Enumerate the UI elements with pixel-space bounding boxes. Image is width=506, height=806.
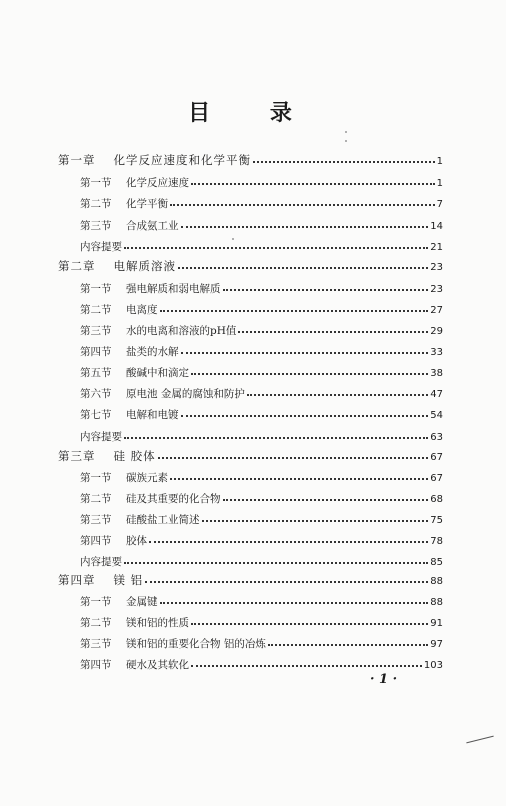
toc-entry-label	[80, 657, 189, 672]
toc-entry-text: 电离度	[126, 304, 158, 316]
toc-entry-number: 第六节	[80, 388, 112, 400]
toc-entry-label	[80, 218, 179, 233]
toc-page-number: 91	[430, 618, 443, 629]
toc-entry-number: 第四节	[80, 346, 112, 358]
toc-page-number: 78	[430, 536, 443, 547]
scan-speck	[345, 140, 347, 142]
leader-dots	[124, 550, 428, 564]
toc-entry-label	[80, 554, 122, 569]
toc-entry-label	[80, 470, 168, 485]
toc-entry-text: 镁 铝	[113, 573, 144, 587]
toc-entry-text: 化学反应速度	[126, 177, 189, 189]
toc-chapter-row	[58, 256, 443, 272]
toc-entry-text: 硬水及其软化	[126, 659, 189, 671]
toc-entry-number: 第一节	[80, 283, 112, 295]
toc-page-number: 67	[430, 452, 443, 463]
toc-entry-text: 内容提要	[80, 556, 122, 568]
leader-dots	[181, 214, 429, 228]
leader-dots	[178, 255, 428, 269]
leader-dots	[253, 149, 435, 163]
toc-page-number: 88	[430, 576, 443, 587]
toc-section-row	[80, 488, 443, 504]
toc-section-row	[80, 383, 443, 399]
leader-dots	[160, 590, 429, 604]
toc-section-row	[80, 612, 443, 628]
toc-chapter-row	[58, 150, 443, 166]
leader-dots	[268, 632, 428, 646]
toc-section-row	[80, 278, 443, 294]
leader-dots	[181, 403, 429, 417]
toc-entry-label	[80, 239, 122, 254]
toc-page-number: 68	[430, 494, 443, 505]
toc-entry-label	[80, 491, 221, 506]
toc-entry-number: 第一节	[80, 596, 112, 608]
toc-entry-label	[80, 636, 266, 651]
toc-entry-label	[80, 302, 158, 317]
toc-entry-text: 镁和铝的性质	[126, 617, 189, 629]
toc-section-row	[80, 172, 443, 188]
toc-page-number: 14	[430, 221, 443, 232]
toc-entry-text: 强电解质和弱电解质	[126, 283, 221, 295]
toc-entry-label	[80, 386, 245, 401]
toc-page-number: 33	[430, 347, 443, 358]
toc-summary-row	[80, 236, 443, 252]
toc-page-number: 88	[430, 597, 443, 608]
scan-speck	[345, 131, 347, 133]
toc-entry-label	[80, 615, 189, 630]
leader-dots	[202, 508, 429, 522]
leader-dots	[191, 361, 428, 375]
toc-entry-number: 第四章	[58, 573, 96, 587]
toc-page-number: 67	[430, 473, 443, 484]
page-title: 目 录	[188, 100, 318, 126]
toc-entry-text: 硅 胶体	[113, 449, 156, 463]
scan-speck	[232, 238, 234, 240]
toc-entry-number: 第一节	[80, 177, 112, 189]
toc-entry-label	[80, 512, 200, 527]
toc-entry-text: 化学反应速度和化学平衡	[113, 153, 251, 167]
toc-entry-number: 第三节	[80, 325, 112, 337]
toc-entry-text: 合成氨工业	[126, 220, 179, 232]
leader-dots	[170, 466, 428, 480]
toc-entry-label	[80, 533, 147, 548]
toc-page-number: 23	[430, 284, 443, 295]
leader-dots	[145, 569, 428, 583]
toc-section-row	[80, 467, 443, 483]
toc-page-number: 1	[436, 156, 443, 167]
toc-entry-label	[80, 429, 122, 444]
toc-section-row	[80, 193, 443, 209]
toc-entry-label	[58, 572, 143, 588]
toc-entry-label	[80, 281, 221, 296]
toc-entry-number: 第三章	[58, 449, 96, 463]
toc-page-number: 63	[430, 432, 443, 443]
toc-entry-number: 第四节	[80, 659, 112, 671]
toc-entry-label	[80, 407, 179, 422]
toc-entry-text: 内容提要	[80, 431, 122, 443]
toc-entry-number: 第二节	[80, 617, 112, 629]
toc-page-number: 103	[423, 660, 443, 671]
toc-entry-label	[80, 196, 168, 211]
toc-section-row	[80, 215, 443, 231]
toc-entry-number: 第二节	[80, 493, 112, 505]
toc-section-row	[80, 341, 443, 357]
toc-section-row	[80, 509, 443, 525]
toc-entry-text: 硅及其重要的化合物	[126, 493, 221, 505]
leader-dots	[223, 277, 429, 291]
toc-page-number: 21	[430, 242, 443, 253]
toc-page-number: 54	[430, 410, 443, 421]
toc-page-number: 23	[430, 262, 443, 273]
toc-entry-label	[80, 594, 158, 609]
toc-entry-text: 水的电离和溶液的pH值	[126, 325, 237, 337]
toc-page-number: 7	[436, 199, 443, 210]
toc-entry-text: 酸碱中和滴定	[126, 367, 189, 379]
leader-dots	[223, 487, 429, 501]
toc-entry-number: 第五节	[80, 367, 112, 379]
toc-entry-number: 第三节	[80, 638, 112, 650]
toc-entry-label	[80, 365, 189, 380]
leader-dots	[124, 425, 428, 439]
toc-page-number: 75	[430, 515, 443, 526]
toc-entry-text: 内容提要	[80, 241, 122, 253]
leader-dots	[191, 653, 422, 667]
toc-chapter-row	[58, 570, 443, 586]
toc-page-number: 85	[430, 557, 443, 568]
toc-entry-number: 第三节	[80, 514, 112, 526]
toc-entry-text: 盐类的水解	[126, 346, 179, 358]
leader-dots	[160, 298, 429, 312]
toc-summary-row	[80, 551, 443, 567]
toc-entry-label	[80, 175, 189, 190]
toc-section-row	[80, 654, 443, 670]
toc-section-row	[80, 320, 443, 336]
leader-dots	[247, 382, 428, 396]
toc-entry-text: 金属键	[126, 596, 158, 608]
toc-entry-label	[80, 344, 179, 359]
toc-section-row	[80, 530, 443, 546]
toc-page-number: 27	[430, 305, 443, 316]
toc-entry-text: 硅酸盐工业简述	[126, 514, 200, 526]
toc-entry-number: 第三节	[80, 220, 112, 232]
leader-dots	[238, 319, 428, 333]
toc-chapter-row	[58, 446, 443, 462]
toc-section-row	[80, 404, 443, 420]
leader-dots	[170, 192, 435, 206]
leader-dots	[158, 445, 429, 459]
leader-dots	[191, 611, 428, 625]
toc-entry-label	[80, 323, 236, 338]
toc-entry-text: 胶体	[126, 535, 147, 547]
scan-mark	[466, 736, 493, 744]
toc-summary-row	[80, 426, 443, 442]
leader-dots	[191, 171, 435, 185]
leader-dots	[124, 235, 428, 249]
leader-dots	[149, 529, 428, 543]
toc-entry-number: 第七节	[80, 409, 112, 421]
toc-section-row	[80, 591, 443, 607]
toc-page-number: 97	[430, 639, 443, 650]
toc-entry-number: 第二章	[58, 259, 96, 273]
toc-page-number: 29	[430, 326, 443, 337]
toc-entry-number: 第一节	[80, 472, 112, 484]
toc-entry-number: 第四节	[80, 535, 112, 547]
toc-section-row	[80, 633, 443, 649]
toc-entry-text: 镁和铝的重要化合物 铝的冶炼	[126, 638, 266, 650]
toc-page-number: 47	[430, 389, 443, 400]
toc-entry-text: 电解质溶液	[113, 259, 176, 273]
toc-page-number: 1	[436, 178, 443, 189]
toc-entry-text: 碳族元素	[126, 472, 168, 484]
toc-entry-text: 化学平衡	[126, 198, 168, 210]
page-number: · 1 ·	[370, 672, 398, 687]
toc-entry-number: 第二节	[80, 304, 112, 316]
leader-dots	[181, 340, 429, 354]
toc-entry-number: 第二节	[80, 198, 112, 210]
toc-entry-label	[58, 258, 176, 274]
toc-section-row	[80, 299, 443, 315]
toc-page-number: 38	[430, 368, 443, 379]
toc-entry-number: 第一章	[58, 153, 96, 167]
toc-entry-label	[58, 448, 156, 464]
toc-section-row	[80, 362, 443, 378]
toc-entry-text: 原电池 金属的腐蚀和防护	[126, 388, 245, 400]
toc-entry-text: 电解和电镀	[126, 409, 179, 421]
toc-entry-label	[58, 152, 251, 168]
